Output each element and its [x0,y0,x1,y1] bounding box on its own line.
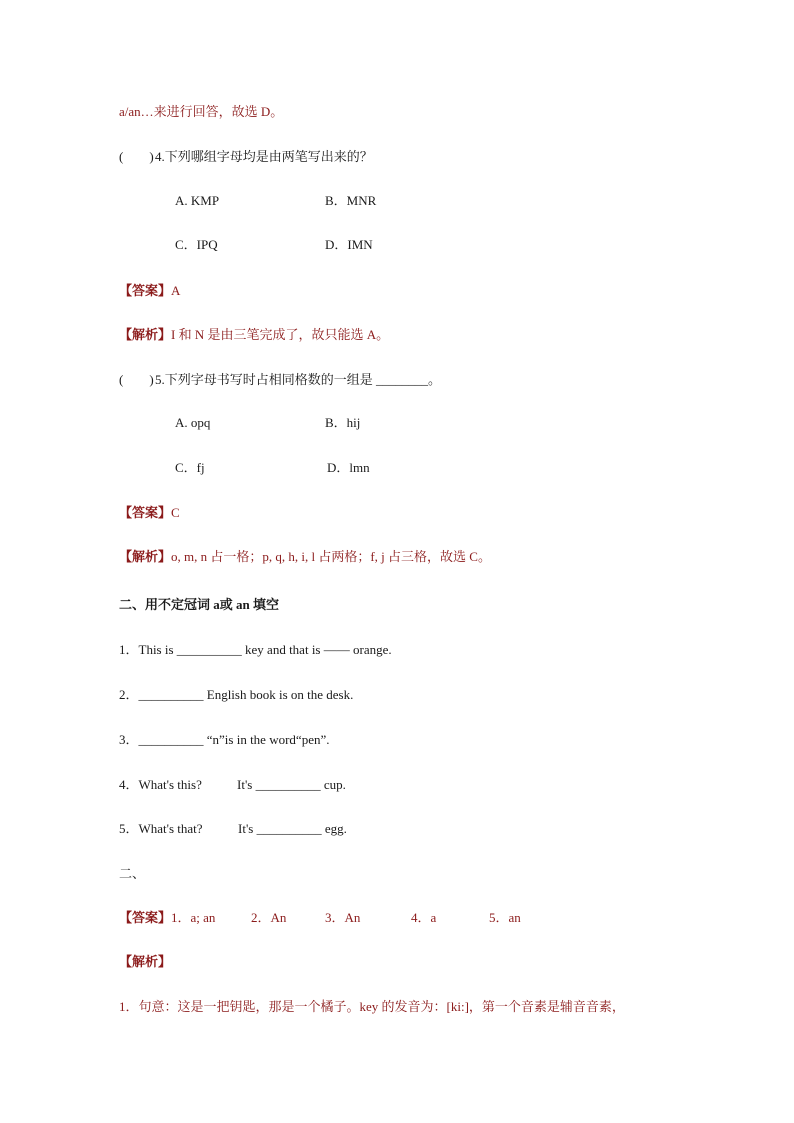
option-d: D．lmn [327,460,370,475]
answer-blank: ( ) [119,372,154,387]
exercise-item-3: 3．__________ “n”is in the word“pen”. [119,732,330,747]
exercise-item-4 [119,776,346,794]
item-response: It's __________ egg. [238,821,347,836]
analysis-text: I 和 N 是由三笔完成了，故只能选 A。 [171,327,390,342]
analysis-text: 1．句意：这是一把钥匙，那是一个橘子。key 的发音为：[ki:]，第一个音素是辅音音素， [119,999,625,1014]
answer-row [119,282,180,300]
answer-5: 5．an [489,910,521,925]
section-heading: 二、用不定冠词 a或 an 填空 [119,597,279,612]
question-4 [119,148,373,166]
option-d: D．IMN [325,237,373,252]
item-response: It's __________ cup. [237,777,346,792]
answer-4: 4．a [411,910,437,925]
analysis-label: 【解析】 [119,549,172,564]
analysis-row [119,326,389,344]
option-a: A. KMP [175,193,220,208]
option-b: B．hij [325,415,361,430]
question-stem: 5.下列字母书写时占相同格数的一组是 ________。 [155,372,442,387]
analysis-text: o, m, n 占一格；p, q, h, i, l 占两格；f, j 占三格，故选 C。 [171,549,491,564]
question-5 [119,371,441,389]
answer-2: 2．An [251,910,287,925]
answer-value: C [171,505,180,520]
analysis-row [119,548,491,566]
exercise-item-1: 1．This is __________ key and that is —— orange. [119,642,392,657]
question-stem: 4.下列哪组字母均是由两笔写出来的？ [155,149,373,164]
option-c: C．fj [175,460,205,475]
analysis-label: 【解析】 [119,327,172,342]
answer-label: 【答案】 [119,283,172,298]
item-question: 4．What's this? [119,777,202,792]
answer-blank: ( ) [119,149,154,164]
exercise-item-5 [119,820,347,838]
answer-3: 3．An [325,910,361,925]
answer-value: A [171,283,181,298]
option-a: A. opq [175,415,211,430]
answer-label: 【答案】 [119,910,172,925]
item-question: 5．What's that? [119,821,203,836]
option-b: B．MNR [325,193,377,208]
option-c: C．IPQ [175,237,218,252]
answer-row [119,504,180,522]
continuation-text: a/an…来进行回答，故选 D。 [119,104,284,119]
answer-1: 1．a; an [171,910,216,925]
analysis-label: 【解析】 [119,954,172,969]
exercise-item-2: 2．__________ English book is on the desk. [119,687,354,702]
answers-row [119,909,521,927]
answer-label: 【答案】 [119,505,172,520]
section-marker: 二、 [119,866,146,881]
